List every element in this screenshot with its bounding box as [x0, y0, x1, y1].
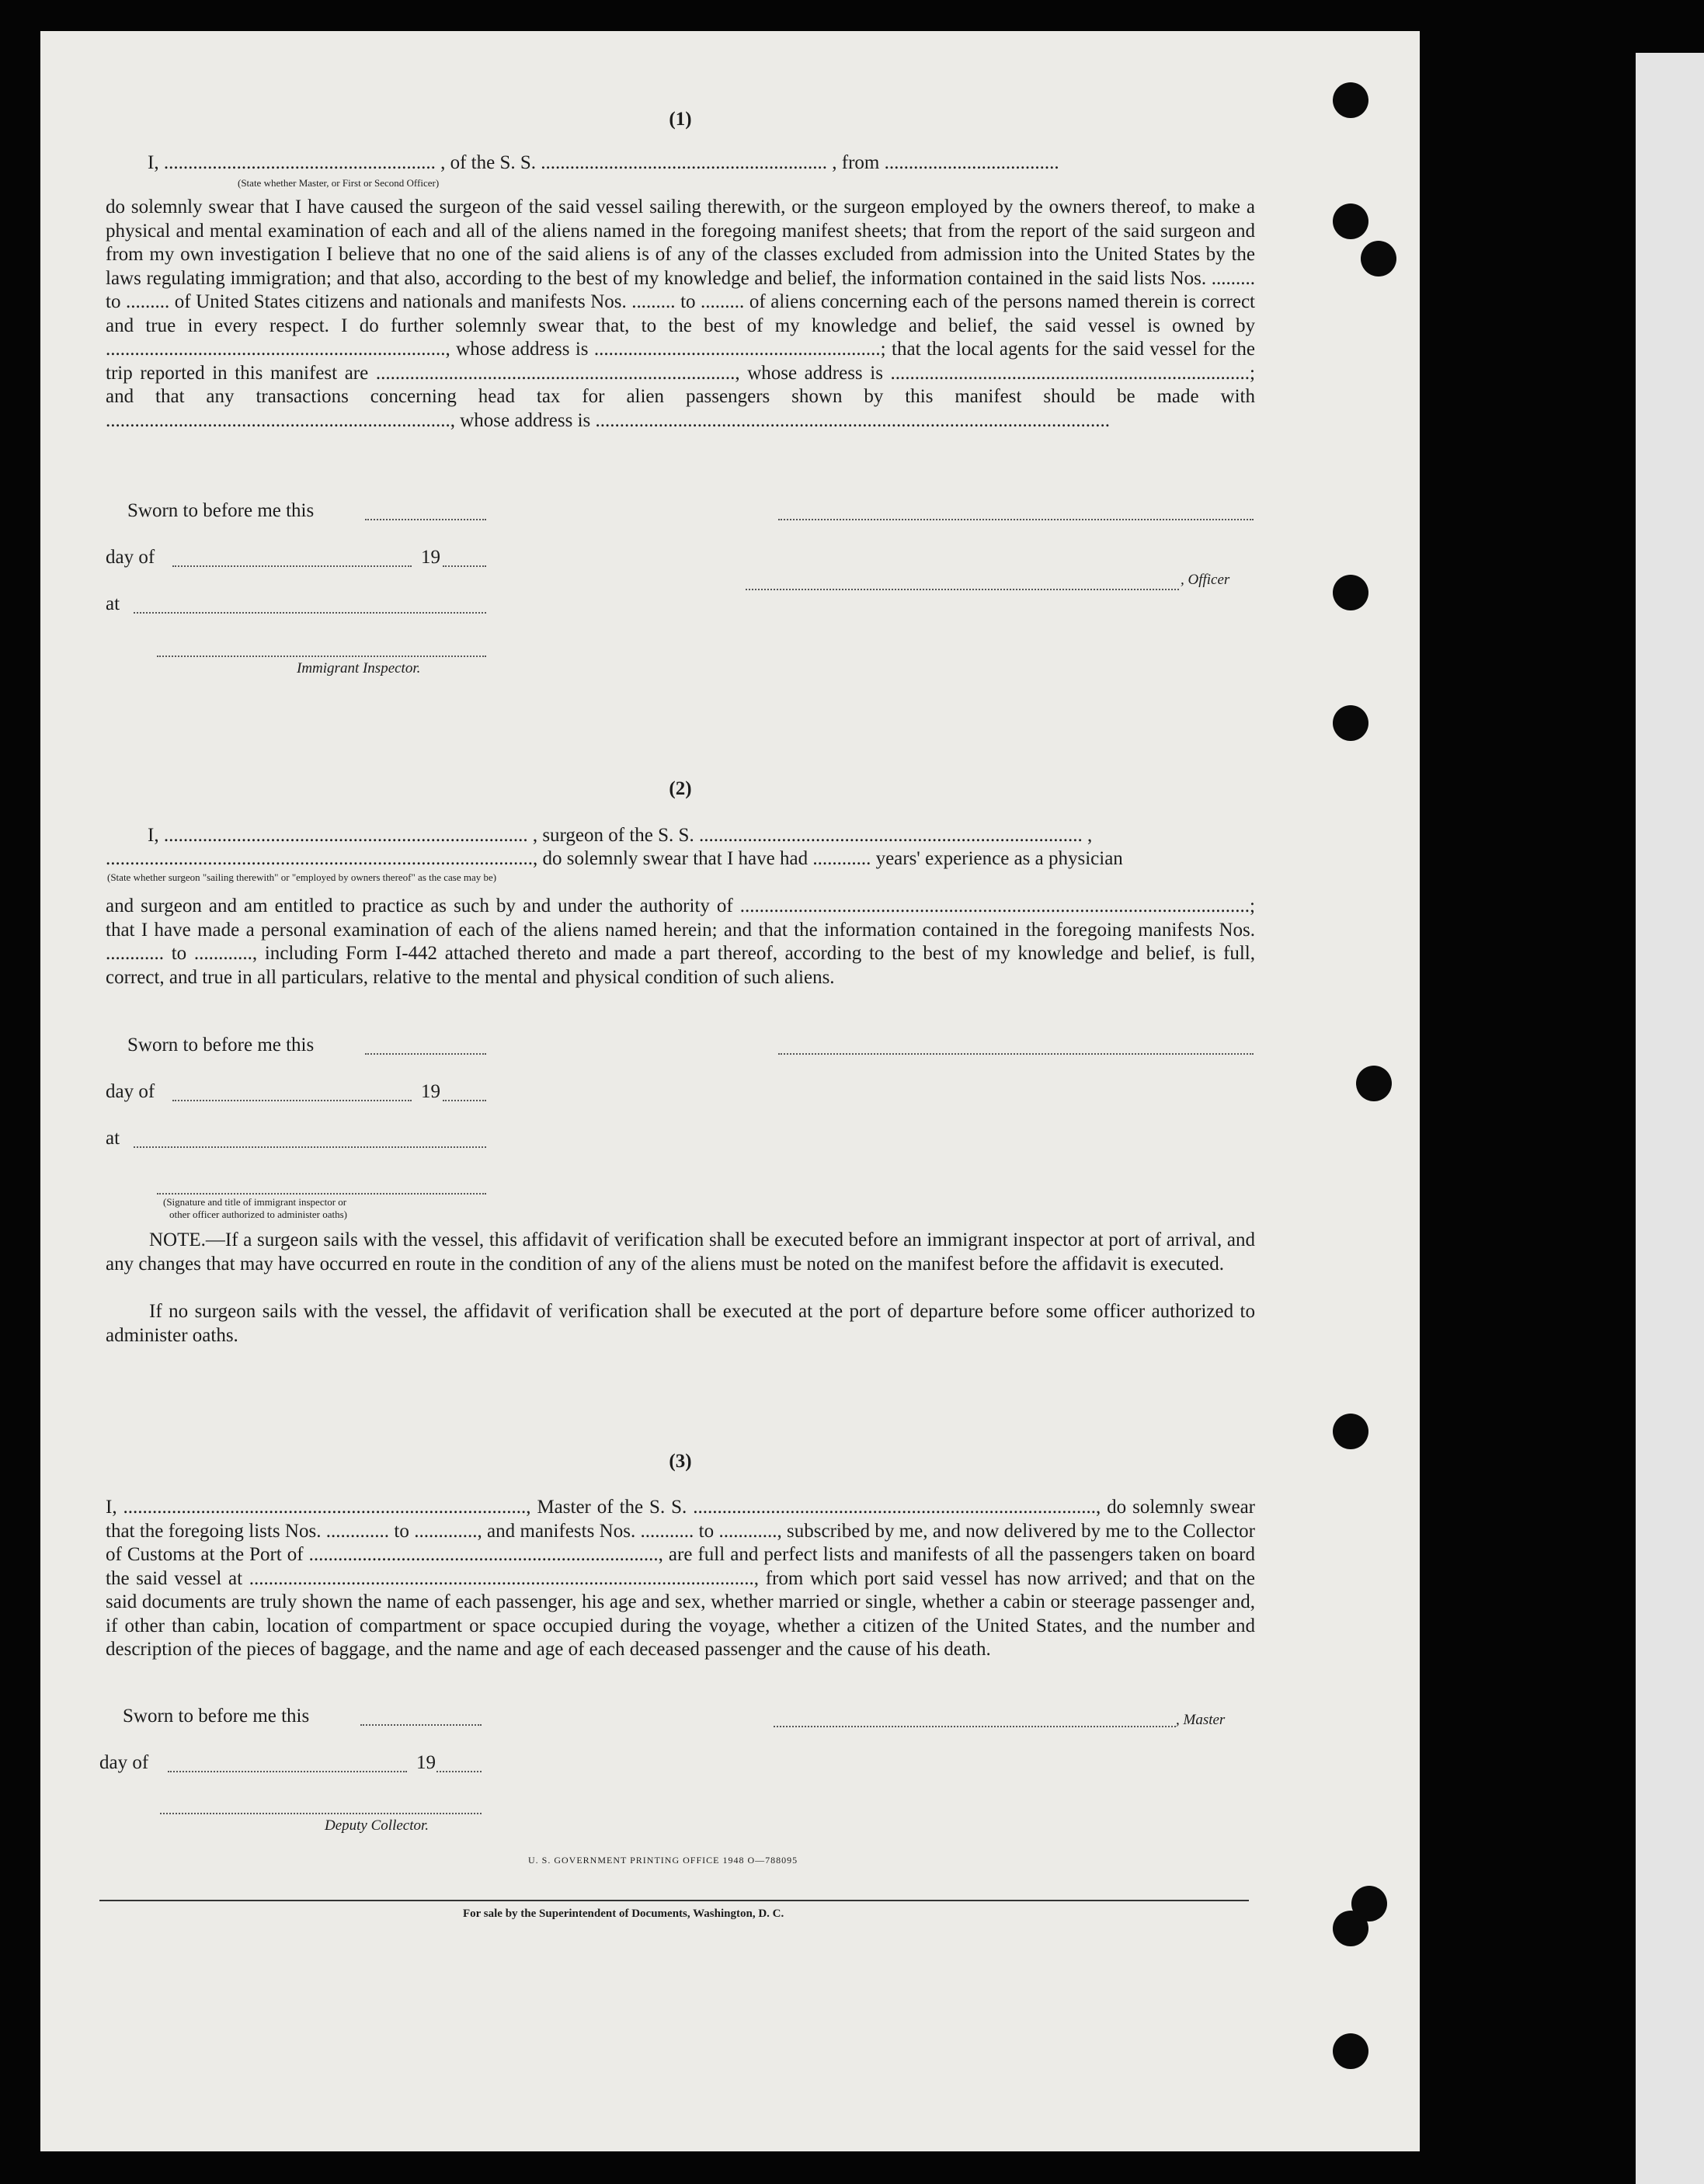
section-1-signature-line: [778, 519, 1254, 520]
footer-rule: [99, 1900, 1249, 1901]
section-1-sworn-label: Sworn to before me this: [127, 500, 315, 521]
officer-line: [746, 589, 1179, 590]
section-2-year-label: 19: [421, 1081, 440, 1102]
inspector-signature-line: [157, 656, 486, 657]
signature-title-note-2: other officer authorized to administer oaths): [169, 1209, 347, 1220]
officer-type-note: (State whether Master, or First or Second Officer): [238, 177, 440, 189]
officer-caption: , Officer: [1181, 572, 1230, 588]
master-caption: , Master: [1176, 1712, 1226, 1728]
punch-hole-3: [1361, 241, 1396, 276]
section-1-number: (1): [669, 109, 692, 130]
punch-hole-1: [1333, 82, 1368, 118]
punch-hole-10: [1333, 2033, 1368, 2069]
section-1-year-label: 19: [421, 547, 440, 568]
section-2-number: (2): [669, 778, 692, 799]
section-2-first-line: I, ........................................................................... , surgeon of the S. S. ............................................................................... ,: [148, 825, 1093, 846]
section-2-sworn-label: Sworn to before me this: [127, 1035, 315, 1055]
section-2-sworn-line: [365, 1053, 486, 1055]
section-2-at-label: at: [106, 1128, 120, 1149]
section-1-day-label: day of: [106, 547, 155, 568]
section-2-second-line: ........................................................................................, do solemnly swear that I have had ............ years' experience as a physician: [106, 848, 1123, 869]
section-2-signature-line: [778, 1053, 1254, 1055]
punch-hole-9: [1333, 1911, 1368, 1946]
printing-office-imprint: U. S. GOVERNMENT PRINTING OFFICE 1948 O—788095: [528, 1855, 798, 1866]
punch-hole-2: [1333, 203, 1368, 239]
section-1-body: do solemnly swear that I have caused the surgeon of the said vessel sailing therewith, or the surgeon employed by the owners thereof, to make a physical and mental examination of each and all of the aliens named in the foregoing manifest sheets; that from the report of the said surgeon and from my own investigation I believe that no one of the said aliens is of any of the classes excluded from admission into the United States by the laws regulating immigration; and that also, according to the best of my knowledge and belief, the information contained in the said lists Nos. ......... to ......... of United States citizens and nationals and manifests Nos. ......... to ......... of aliens concerning each of the persons named therein is correct and true in every respect. I do further solemnly swear that, to the best of my knowledge and belief, the said vessel is owned by ......................................................................, whose address is ...........................................................; that the local agents for the said vessel for the trip reported in this manifest are .........................................................................., whose address is ..........................................................................; and that any transactions concerning head tax for alien passengers shown by this manifest should be made with ......................................................................., whose address is ..........................................................................................................: [106, 196, 1255, 431]
section-1-day-line: [172, 565, 412, 567]
immigrant-inspector-caption: Immigrant Inspector.: [297, 660, 421, 676]
section-3-day-line: [168, 1771, 407, 1772]
for-sale-notice: For sale by the Superintendent of Documents, Washington, D. C.: [463, 1908, 784, 1920]
section-2-body: and surgeon and am entitled to practice as such by and under the authority of .........................................................................................................; that I have made a personal examination of each of the aliens named herein; and that the information contained in the foregoing manifests Nos. ............ to ............, including Form I-442 attached thereto and made a part thereof, according to the best of my knowledge and belief, is full, correct, and true in all particulars, relative to the mental and physical condition of such aliens.: [106, 896, 1255, 988]
section-1-sworn-line: [365, 519, 486, 520]
deputy-collector-line: [160, 1813, 482, 1814]
section-1-year-line: [443, 565, 486, 567]
no-surgeon-note-paragraph: If no surgeon sails with the vessel, the affidavit of verification shall be executed at the port of departure before some officer authorized to administer oaths.: [106, 1301, 1255, 1346]
punch-hole-6: [1356, 1066, 1392, 1101]
section-2-day-line: [172, 1100, 412, 1101]
punch-hole-5: [1333, 705, 1368, 741]
section-3-day-label: day of: [99, 1752, 149, 1773]
section-3-sworn-line: [360, 1724, 482, 1726]
adjacent-page-edge: [1636, 53, 1704, 2184]
punch-hole-4: [1333, 575, 1368, 610]
surgeon-type-note: (State whether surgeon "sailing therewith" or "employed by owners thereof" as the case may be): [107, 871, 497, 883]
section-3-sworn-label: Sworn to before me this: [123, 1706, 310, 1727]
surgeon-note-paragraph: NOTE.—If a surgeon sails with the vessel, this affidavit of verification shall be executed before an immigrant inspector at port of arrival, and any changes that may have occurred en route in the condition of any of the aliens must be noted on the manifest before the affidavit is executed.: [106, 1229, 1255, 1275]
section-3-year-line: [436, 1771, 482, 1772]
punch-hole-7: [1333, 1414, 1368, 1449]
section-3-number: (3): [669, 1451, 692, 1472]
section-2-year-line: [443, 1100, 486, 1101]
signature-title-note-1: (Signature and title of immigrant inspector or: [163, 1196, 347, 1208]
deputy-collector-caption: Deputy Collector.: [325, 1817, 429, 1834]
section-3-year-label: 19: [416, 1752, 436, 1773]
section-1-at-line: [134, 612, 486, 614]
section-1-first-line: I, ........................................................ , of the S. S. ........................................................... , from ....................................: [148, 152, 1059, 173]
section-3-body: I, ..................................................................................., Master of the S. S. ..................................................................................., do solemnly swear that the foregoing lists Nos. ............. to ............., and manifests Nos. ........... to ............, subscribed by me, and now delivered by me to the Collector of Customs at the Port of ........................................................................, are full and perfect lists and manifests of all the passengers taken on board the said vessel at ........................................................................................................, from which port said vessel has now arrived; and that on the said documents are truly shown the name of each passenger, his age and sex, whether married or single, whether a cabin or steerage passenger and, if other than cabin, location of compartment or space occupied during the voyage, whether a citizen of the United States, and the number and description of the pieces of baggage, and the name and age of each deceased passenger and the cause of his death.: [106, 1497, 1255, 1660]
section-2-official-signature-line: [157, 1193, 486, 1195]
section-2-at-line: [134, 1146, 486, 1148]
section-1-at-label: at: [106, 593, 120, 614]
master-signature-line: [774, 1726, 1176, 1727]
section-2-day-label: day of: [106, 1081, 155, 1102]
